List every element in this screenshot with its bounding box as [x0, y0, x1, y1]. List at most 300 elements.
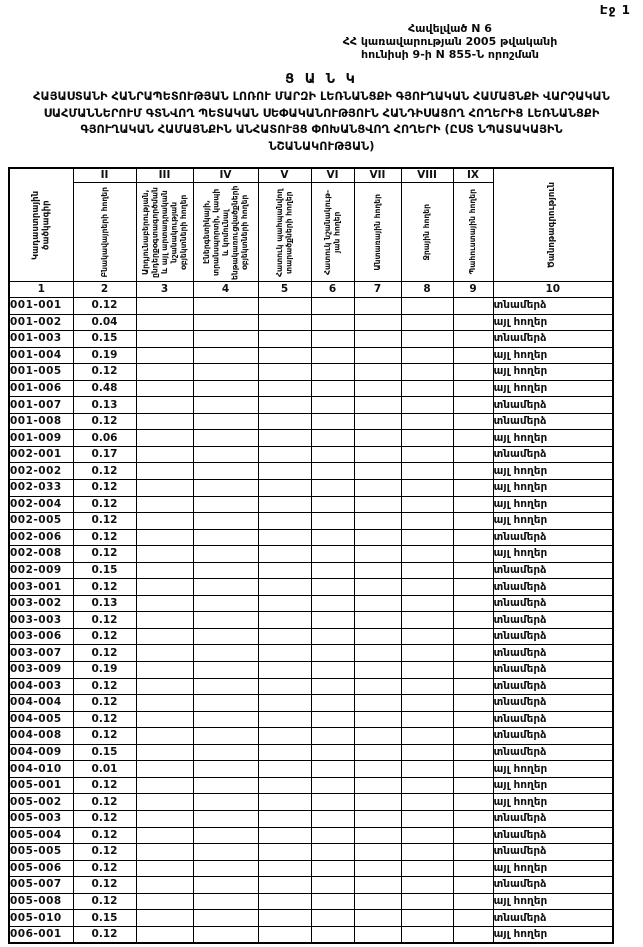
- row-code: 005-006: [9, 860, 73, 877]
- row-col4-empty: [193, 877, 258, 894]
- row-area: 0.12: [73, 645, 136, 662]
- row-col8-empty: [401, 413, 453, 430]
- row-note: այլ հողեր: [493, 480, 613, 497]
- row-col6-empty: [311, 298, 354, 315]
- row-note: այլ հողեր: [493, 380, 613, 397]
- row-code: 002-005: [9, 513, 73, 530]
- row-col4-empty: [193, 728, 258, 745]
- row-col3-empty: [136, 678, 193, 695]
- row-col5-empty: [258, 397, 311, 414]
- column-number-6: 6: [311, 282, 354, 298]
- row-note: տնամերձ: [493, 695, 613, 712]
- row-note: տնամերձ: [493, 612, 613, 629]
- table-row: [9, 860, 613, 877]
- row-col6-empty: [311, 496, 354, 513]
- row-note: այլ հողեր: [493, 546, 613, 563]
- roman-numeral-ix: IX: [453, 168, 493, 183]
- row-col9-empty: [453, 298, 493, 315]
- row-col9-empty: [453, 728, 493, 745]
- header-settlement-lands-label: Բնակավայրերի հողեր: [99, 186, 109, 278]
- table-row: [9, 744, 613, 761]
- row-area: 0.19: [73, 662, 136, 679]
- row-col4-empty: [193, 910, 258, 927]
- row-col8-empty: [401, 728, 453, 745]
- row-col6-empty: [311, 810, 354, 827]
- table-row: [9, 612, 613, 629]
- header-industrial-lands-label: Արդյունաբերության, ընդերքօգտագործման և այլ արտադրական նշանակության օբյեկտների հողեր: [140, 186, 188, 278]
- row-note: տնամերձ: [493, 413, 613, 430]
- row-code: 001-002: [9, 314, 73, 331]
- table-header: [9, 168, 613, 298]
- row-col3-empty: [136, 562, 193, 579]
- table-row: [9, 347, 613, 364]
- row-col4-empty: [193, 430, 258, 447]
- row-col8-empty: [401, 298, 453, 315]
- table-row: [9, 446, 613, 463]
- row-col5-empty: [258, 546, 311, 563]
- row-col3-empty: [136, 844, 193, 861]
- row-code: 001-009: [9, 430, 73, 447]
- row-note: տնամերձ: [493, 562, 613, 579]
- row-col9-empty: [453, 430, 493, 447]
- row-code: 002-006: [9, 529, 73, 546]
- row-col3-empty: [136, 827, 193, 844]
- row-col8-empty: [401, 860, 453, 877]
- header-reserve-lands: [453, 183, 493, 282]
- row-area: 0.15: [73, 744, 136, 761]
- row-col4-empty: [193, 364, 258, 381]
- row-col7-empty: [354, 662, 401, 679]
- row-col4-empty: [193, 480, 258, 497]
- row-note: տնամերձ: [493, 529, 613, 546]
- row-col7-empty: [354, 364, 401, 381]
- row-col6-empty: [311, 662, 354, 679]
- table-row: [9, 695, 613, 712]
- table-row: [9, 562, 613, 579]
- row-col6-empty: [311, 844, 354, 861]
- row-col6-empty: [311, 595, 354, 612]
- row-col3-empty: [136, 579, 193, 596]
- table-row: [9, 711, 613, 728]
- row-col7-empty: [354, 628, 401, 645]
- row-col6-empty: [311, 728, 354, 745]
- row-col9-empty: [453, 893, 493, 910]
- column-number-1: 1: [9, 282, 73, 298]
- row-col6-empty: [311, 397, 354, 414]
- table-row: [9, 645, 613, 662]
- roman-numeral-vi: VI: [311, 168, 354, 183]
- row-code: 005-001: [9, 777, 73, 794]
- row-col8-empty: [401, 546, 453, 563]
- row-col8-empty: [401, 794, 453, 811]
- row-col9-empty: [453, 380, 493, 397]
- row-col3-empty: [136, 513, 193, 530]
- row-col9-empty: [453, 331, 493, 348]
- row-note: այլ հողեր: [493, 513, 613, 530]
- row-col4-empty: [193, 893, 258, 910]
- page-number-label: Էջ 1: [599, 3, 631, 17]
- row-area: 0.12: [73, 695, 136, 712]
- row-note: տնամերձ: [493, 397, 613, 414]
- table-row: [9, 794, 613, 811]
- row-col7-empty: [354, 844, 401, 861]
- row-area: 0.13: [73, 595, 136, 612]
- row-col8-empty: [401, 331, 453, 348]
- row-note: տնամերձ: [493, 910, 613, 927]
- row-col5-empty: [258, 347, 311, 364]
- row-col9-empty: [453, 579, 493, 596]
- row-col8-empty: [401, 513, 453, 530]
- row-col4-empty: [193, 744, 258, 761]
- row-col8-empty: [401, 579, 453, 596]
- land-transfer-table: [8, 167, 614, 944]
- row-col3-empty: [136, 380, 193, 397]
- appendix-line-3: հունիսի 9-ի N 855-Ն որոշման: [361, 48, 539, 61]
- row-col6-empty: [311, 331, 354, 348]
- row-col7-empty: [354, 397, 401, 414]
- row-col4-empty: [193, 331, 258, 348]
- subtitle-line-2: ՍԱՀՄԱՆՆԵՐՈՒՄ ԳՏՆՎՈՂ ՊԵՏԱԿԱՆ ՍԵՓԱԿԱՆՈՒԹՅՈՒՆ ՀԱՆԴԻՍԱՑՈՂ ՀՈՂԵՐԻՑ ԼԵՌՆԱՆՑՔԻ: [43, 106, 600, 120]
- row-area: 0.12: [73, 893, 136, 910]
- row-code: 005-008: [9, 893, 73, 910]
- header-cadastral-code: [9, 168, 73, 282]
- row-col6-empty: [311, 744, 354, 761]
- row-col5-empty: [258, 860, 311, 877]
- row-col5-empty: [258, 314, 311, 331]
- row-col5-empty: [258, 496, 311, 513]
- row-col7-empty: [354, 496, 401, 513]
- row-col3-empty: [136, 314, 193, 331]
- table-row: [9, 364, 613, 381]
- row-col8-empty: [401, 446, 453, 463]
- row-col4-empty: [193, 761, 258, 778]
- document-subtitle: [6, 89, 637, 155]
- row-col9-empty: [453, 612, 493, 629]
- table-row: [9, 926, 613, 943]
- subtitle-line-1: ՀԱՅԱՍՏԱՆԻ ՀԱՆՐԱՊԵՏՈՒԹՅԱՆ ԼՈՌՈՒ ՄԱՐԶԻ ԼԵՌՆԱՆՑՔԻ ԳՅՈՒՂԱԿԱՆ ՀԱՄԱՅՆՔԻ ՎԱՐՉԱԿԱՆ: [33, 90, 610, 103]
- table-row: [9, 298, 613, 315]
- row-col5-empty: [258, 695, 311, 712]
- row-col7-empty: [354, 562, 401, 579]
- row-col8-empty: [401, 628, 453, 645]
- row-note: տնամերձ: [493, 711, 613, 728]
- table-row: [9, 314, 613, 331]
- row-col6-empty: [311, 628, 354, 645]
- table-row: [9, 546, 613, 563]
- row-note: տնամերձ: [493, 579, 613, 596]
- row-col9-empty: [453, 877, 493, 894]
- row-note: այլ հողեր: [493, 496, 613, 513]
- table-row: [9, 496, 613, 513]
- row-col8-empty: [401, 926, 453, 943]
- table-row: [9, 761, 613, 778]
- row-col9-empty: [453, 546, 493, 563]
- row-code: 002-001: [9, 446, 73, 463]
- row-code: 004-004: [9, 695, 73, 712]
- column-number-10: 10: [493, 282, 613, 298]
- row-col8-empty: [401, 612, 453, 629]
- row-col8-empty: [401, 347, 453, 364]
- row-col8-empty: [401, 314, 453, 331]
- row-col5-empty: [258, 777, 311, 794]
- row-col3-empty: [136, 645, 193, 662]
- row-col6-empty: [311, 480, 354, 497]
- row-code: 001-006: [9, 380, 73, 397]
- row-code: 002-004: [9, 496, 73, 513]
- row-col4-empty: [193, 513, 258, 530]
- row-col9-empty: [453, 628, 493, 645]
- row-col3-empty: [136, 877, 193, 894]
- row-col9-empty: [453, 860, 493, 877]
- row-col9-empty: [453, 761, 493, 778]
- row-col3-empty: [136, 777, 193, 794]
- row-col5-empty: [258, 595, 311, 612]
- header-cadastral-code-label: Կադաստրային ծածկագիր: [30, 190, 52, 260]
- header-water-lands: [401, 183, 453, 282]
- row-col4-empty: [193, 546, 258, 563]
- row-area: 0.12: [73, 298, 136, 315]
- row-area: 0.15: [73, 910, 136, 927]
- row-col6-empty: [311, 446, 354, 463]
- row-col3-empty: [136, 612, 193, 629]
- row-note: այլ հողեր: [493, 347, 613, 364]
- row-col4-empty: [193, 397, 258, 414]
- row-col3-empty: [136, 860, 193, 877]
- row-area: 0.12: [73, 794, 136, 811]
- header-roman-row: [9, 168, 613, 183]
- row-col5-empty: [258, 711, 311, 728]
- table-row: [9, 662, 613, 679]
- row-col8-empty: [401, 430, 453, 447]
- roman-numeral-iii: III: [136, 168, 193, 183]
- row-col3-empty: [136, 595, 193, 612]
- row-area: 0.12: [73, 678, 136, 695]
- row-col5-empty: [258, 463, 311, 480]
- row-col8-empty: [401, 364, 453, 381]
- row-code: 001-005: [9, 364, 73, 381]
- row-col9-empty: [453, 347, 493, 364]
- row-col7-empty: [354, 413, 401, 430]
- appendix-line-1: Հավելված N 6: [408, 22, 492, 35]
- row-col9-empty: [453, 645, 493, 662]
- row-note: տնամերձ: [493, 595, 613, 612]
- row-code: 004-005: [9, 711, 73, 728]
- row-note: այլ հողեր: [493, 794, 613, 811]
- row-area: 0.12: [73, 728, 136, 745]
- row-note: այլ հողեր: [493, 463, 613, 480]
- table-row: [9, 413, 613, 430]
- row-col5-empty: [258, 744, 311, 761]
- row-col9-empty: [453, 844, 493, 861]
- row-col7-empty: [354, 298, 401, 315]
- row-col6-empty: [311, 513, 354, 530]
- table-row: [9, 529, 613, 546]
- row-col6-empty: [311, 314, 354, 331]
- row-area: 0.48: [73, 380, 136, 397]
- table-row: [9, 728, 613, 745]
- row-col3-empty: [136, 810, 193, 827]
- row-col4-empty: [193, 777, 258, 794]
- row-col3-empty: [136, 546, 193, 563]
- row-area: 0.12: [73, 546, 136, 563]
- row-code: 002-009: [9, 562, 73, 579]
- row-col9-empty: [453, 744, 493, 761]
- row-note: այլ հողեր: [493, 777, 613, 794]
- row-col9-empty: [453, 496, 493, 513]
- row-code: 003-002: [9, 595, 73, 612]
- row-col9-empty: [453, 314, 493, 331]
- row-col6-empty: [311, 380, 354, 397]
- row-col7-empty: [354, 678, 401, 695]
- row-note: այլ հողեր: [493, 314, 613, 331]
- row-col7-empty: [354, 513, 401, 530]
- row-note: տնամերձ: [493, 810, 613, 827]
- row-col6-empty: [311, 463, 354, 480]
- row-col4-empty: [193, 446, 258, 463]
- row-col7-empty: [354, 910, 401, 927]
- row-col7-empty: [354, 529, 401, 546]
- header-protected-lands-label: Հատուկ պահպանվող տարածքների հողեր: [275, 187, 294, 277]
- row-area: 0.12: [73, 480, 136, 497]
- row-area: 0.12: [73, 628, 136, 645]
- row-col9-empty: [453, 562, 493, 579]
- row-col4-empty: [193, 612, 258, 629]
- row-col7-empty: [354, 331, 401, 348]
- row-area: 0.12: [73, 827, 136, 844]
- row-col5-empty: [258, 926, 311, 943]
- row-col4-empty: [193, 860, 258, 877]
- row-col4-empty: [193, 496, 258, 513]
- row-col3-empty: [136, 926, 193, 943]
- row-code: 006-001: [9, 926, 73, 943]
- appendix-line-2: ՀՀ կառավարության 2005 թվականի: [342, 35, 558, 48]
- subtitle-line-4: ՆՇԱՆԱԿՈՒԹՅԱՆ): [268, 139, 375, 153]
- row-col3-empty: [136, 430, 193, 447]
- row-col6-empty: [311, 347, 354, 364]
- row-col7-empty: [354, 827, 401, 844]
- row-col7-empty: [354, 777, 401, 794]
- header-infrastructure-lands-label: Էներգետիկայի, տրանսպորտի, կապի և կոմունալ ենթակառուցվածքների օբյեկտների հողեր: [201, 184, 249, 280]
- row-col6-empty: [311, 893, 354, 910]
- row-col9-empty: [453, 595, 493, 612]
- roman-numeral-viii: VIII: [401, 168, 453, 183]
- header-forest-lands-label: Անտառային հողեր: [372, 193, 382, 271]
- column-number-8: 8: [401, 282, 453, 298]
- roman-numeral-iv: IV: [193, 168, 258, 183]
- header-settlement-lands: [73, 183, 136, 282]
- appendix-reference: [285, 22, 615, 61]
- row-note: տնամերձ: [493, 331, 613, 348]
- row-code: 005-003: [9, 810, 73, 827]
- row-code: 003-007: [9, 645, 73, 662]
- row-col7-empty: [354, 579, 401, 596]
- table-row: [9, 397, 613, 414]
- row-col3-empty: [136, 794, 193, 811]
- row-col7-empty: [354, 695, 401, 712]
- row-area: 0.12: [73, 529, 136, 546]
- header-industrial-lands: [136, 183, 193, 282]
- row-col8-empty: [401, 463, 453, 480]
- row-col6-empty: [311, 612, 354, 629]
- row-code: 003-006: [9, 628, 73, 645]
- row-col6-empty: [311, 926, 354, 943]
- row-col8-empty: [401, 595, 453, 612]
- row-col3-empty: [136, 446, 193, 463]
- row-col5-empty: [258, 794, 311, 811]
- row-col4-empty: [193, 562, 258, 579]
- row-code: 001-004: [9, 347, 73, 364]
- row-col6-empty: [311, 711, 354, 728]
- row-col9-empty: [453, 413, 493, 430]
- row-code: 001-001: [9, 298, 73, 315]
- row-code: 003-001: [9, 579, 73, 596]
- row-area: 0.04: [73, 314, 136, 331]
- row-col9-empty: [453, 662, 493, 679]
- row-col8-empty: [401, 695, 453, 712]
- row-col4-empty: [193, 463, 258, 480]
- row-area: 0.12: [73, 496, 136, 513]
- row-area: 0.06: [73, 430, 136, 447]
- row-col8-empty: [401, 662, 453, 679]
- row-col8-empty: [401, 844, 453, 861]
- row-col4-empty: [193, 579, 258, 596]
- table-row: [9, 480, 613, 497]
- row-col6-empty: [311, 645, 354, 662]
- row-col7-empty: [354, 480, 401, 497]
- column-number-3: 3: [136, 282, 193, 298]
- row-col8-empty: [401, 761, 453, 778]
- row-note: տնամերձ: [493, 662, 613, 679]
- table-row: [9, 910, 613, 927]
- row-col4-empty: [193, 595, 258, 612]
- table-row: [9, 331, 613, 348]
- row-col9-empty: [453, 794, 493, 811]
- row-col3-empty: [136, 397, 193, 414]
- row-code: 004-003: [9, 678, 73, 695]
- row-col7-empty: [354, 860, 401, 877]
- row-area: 0.12: [73, 810, 136, 827]
- row-col5-empty: [258, 612, 311, 629]
- row-col9-empty: [453, 827, 493, 844]
- table-row: [9, 579, 613, 596]
- column-number-5: 5: [258, 282, 311, 298]
- header-number-row: [9, 282, 613, 298]
- row-col9-empty: [453, 513, 493, 530]
- row-col5-empty: [258, 628, 311, 645]
- roman-numeral-vii: VII: [354, 168, 401, 183]
- row-col3-empty: [136, 463, 193, 480]
- row-code: 001-008: [9, 413, 73, 430]
- row-col5-empty: [258, 480, 311, 497]
- row-col5-empty: [258, 877, 311, 894]
- row-col4-empty: [193, 529, 258, 546]
- row-col9-empty: [453, 364, 493, 381]
- table-row: [9, 877, 613, 894]
- row-col8-empty: [401, 496, 453, 513]
- row-col5-empty: [258, 910, 311, 927]
- row-note: տնամերձ: [493, 678, 613, 695]
- row-col9-empty: [453, 711, 493, 728]
- row-area: 0.12: [73, 777, 136, 794]
- row-col8-empty: [401, 480, 453, 497]
- row-col6-empty: [311, 364, 354, 381]
- row-col4-empty: [193, 347, 258, 364]
- row-col3-empty: [136, 728, 193, 745]
- row-col4-empty: [193, 810, 258, 827]
- row-col7-empty: [354, 380, 401, 397]
- header-protected-lands: [258, 183, 311, 282]
- row-col4-empty: [193, 844, 258, 861]
